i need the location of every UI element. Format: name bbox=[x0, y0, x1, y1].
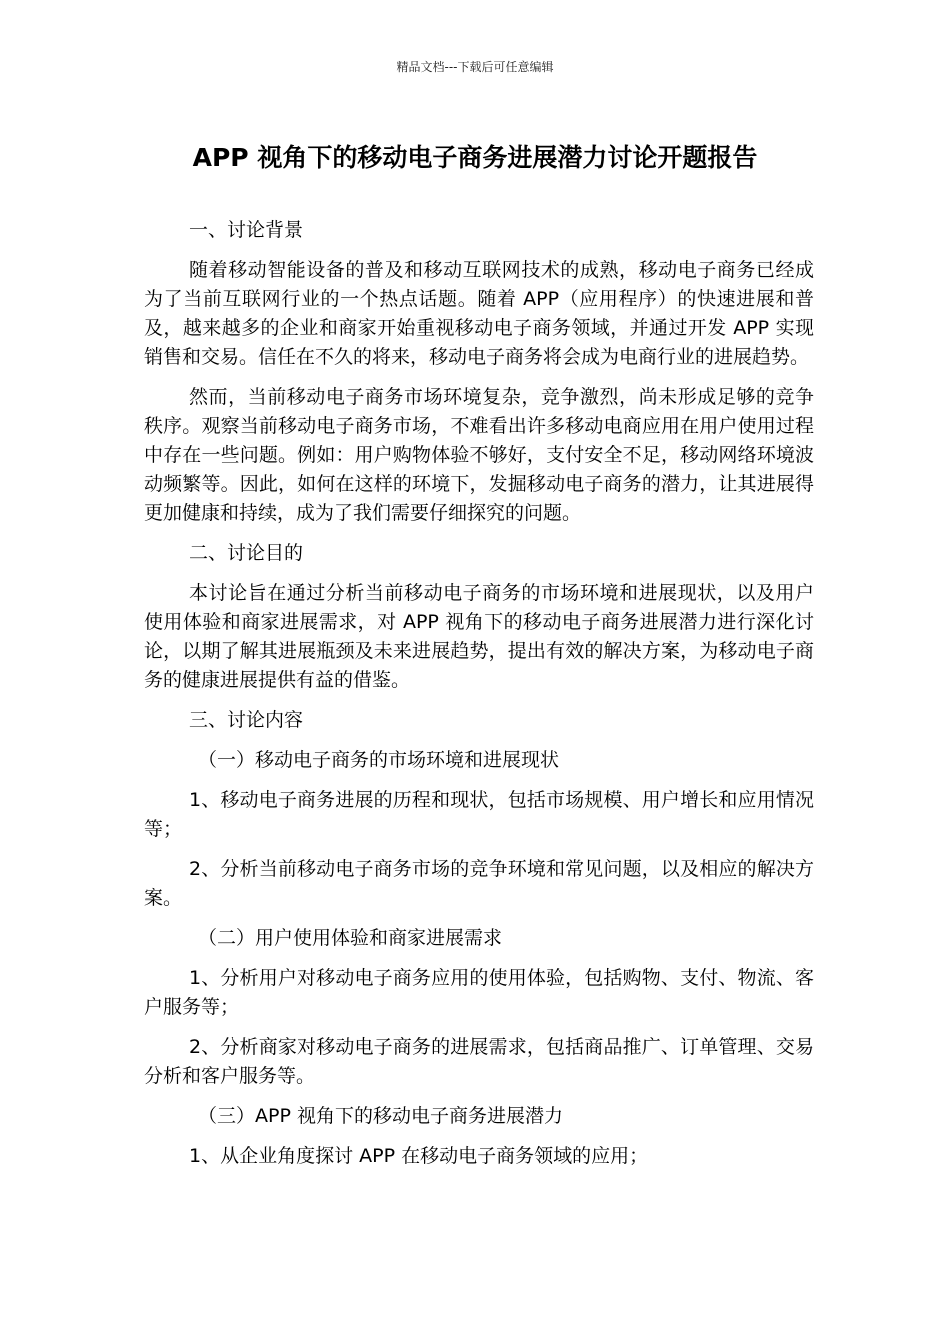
paragraph: 本讨论旨在通过分析当前移动电子商务的市场环境和进展现状，以及用户使用体验和商家进展需求，对 APP 视角下的移动电子商务进展潜力进行深化讨论，以期了解其进展瓶颈及未来进展趋势，提出有效的解决方案，为移动电子商务的健康进展提供有益的借鉴。 bbox=[144, 582, 814, 691]
document-title: APP 视角下的移动电子商务进展潜力讨论开题报告 bbox=[192, 143, 758, 172]
subsection-heading: （一）移动电子商务的市场环境和进展现状 bbox=[198, 749, 560, 771]
section-heading-background: 一、讨论背景 bbox=[189, 219, 304, 241]
subsection-heading: （三）APP 视角下的移动电子商务进展潜力 bbox=[198, 1105, 563, 1127]
list-item: 1、移动电子商务进展的历程和现状，包括市场规模、用户增长和应用情况等； bbox=[144, 789, 814, 840]
paragraph: 随着移动智能设备的普及和移动互联网技术的成熟，移动电子商务已经成为了当前互联网行业的一个热点话题。随着 APP（应用程序）的快速进展和普及，越来越多的企业和商家开始重视移动电子商务领域，并通过开发 APP 实现销售和交易。信任在不久的将来，移动电子商务将会成为电商行业的进展趋势。 bbox=[144, 259, 814, 368]
section-heading-content: 三、讨论内容 bbox=[189, 709, 304, 731]
list-item: 1、从企业角度探讨 APP 在移动电子商务领域的应用； bbox=[189, 1145, 649, 1167]
list-item: 2、分析当前移动电子商务市场的竞争环境和常见问题，以及相应的解决方案。 bbox=[144, 858, 814, 909]
document-body bbox=[144, 216, 814, 1182]
list-item: 2、分析商家对移动电子商务的进展需求，包括商品推广、订单管理、交易分析和客户服务等。 bbox=[144, 1036, 814, 1087]
subsection-heading: （二）用户使用体验和商家进展需求 bbox=[198, 927, 503, 949]
paragraph: 然而，当前移动电子商务市场环境复杂，竞争激烈，尚未形成足够的竞争秩序。观察当前移动电子商务市场，不难看出许多移动电商应用在用户使用过程中存在一些问题。例如：用户购物体验不够好，支付安全不足，移动网络环境波动频繁等。因此，如何在这样的环境下，发掘移动电子商务的潜力，让其进展得更加健康和持续，成为了我们需要仔细探究的问题。 bbox=[144, 386, 814, 524]
section-heading-purpose: 二、讨论目的 bbox=[189, 542, 304, 564]
list-item: 1、分析用户对移动电子商务应用的使用体验，包括购物、支付、物流、客户服务等； bbox=[144, 967, 814, 1018]
page-header: 精品文档---下载后可任意编辑 bbox=[396, 60, 554, 74]
